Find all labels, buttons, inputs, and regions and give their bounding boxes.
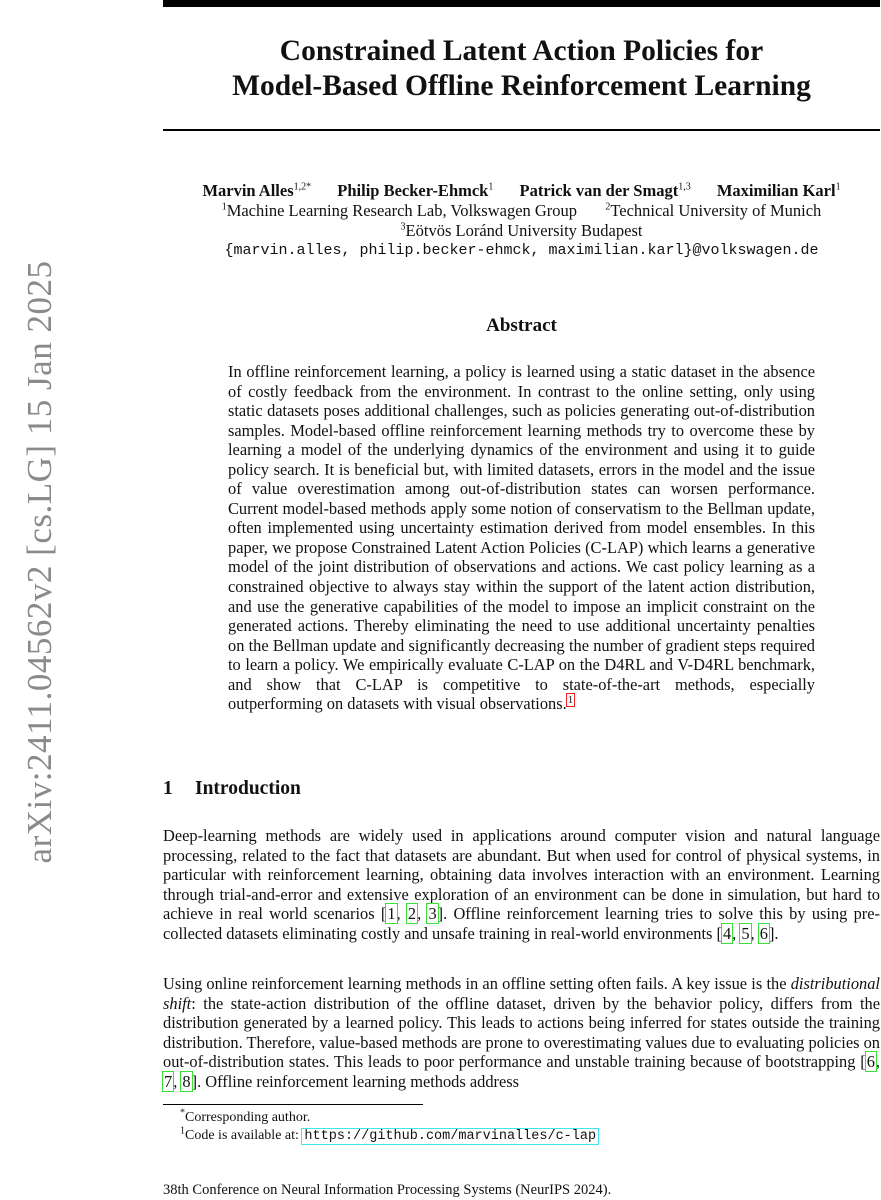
venue-footer: 38th Conference on Neural Information Processing Systems (NeurIPS 2024).: [163, 1182, 612, 1198]
citation-link[interactable]: 2: [407, 904, 417, 924]
affiliation-2: Technical University of Munich: [610, 201, 822, 220]
author-4: Maximilian Karl: [716, 181, 836, 200]
top-rule: [163, 0, 880, 7]
affiliation-1: Machine Learning Research Lab, Volkswagen Group: [226, 201, 578, 220]
title-line-2: Model-Based Offline Reinforcement Learning: [232, 70, 811, 102]
footnote-link[interactable]: 1: [567, 693, 574, 706]
citation-link[interactable]: 8: [182, 1071, 191, 1091]
footnote-corresponding: *Corresponding author.: [180, 1107, 311, 1125]
author-3: Patrick van der Smagt: [519, 181, 679, 200]
affiliation-3: Eötvös Loránd University Budapest: [405, 221, 643, 240]
code-url-link[interactable]: https://github.com/marvinalles/c-lap: [304, 1129, 597, 1144]
author-emails: {marvin.alles, philip.becker-ehmck, maximilian.karl}@volkswagen.de: [224, 242, 819, 259]
intro-paragraph-2: Using online reinforcement learning methods in an offline setting often fails. A key issue is the distributional shift: the state-action distribution of the offline dataset, driven by the behavior policy, differs from the distribution generated by a learned policy. This leads to actions being inferred for states outside the training distribution. Therefore, value-based methods are prone to overestimating values due to evaluating policies on out-of-distribution states. This leads to poor performance and unstable training because of bootstrapping [6, 7, 8]. Offline reinforcement learning methods address: [163, 974, 880, 1091]
citation-link[interactable]: 3: [428, 904, 437, 924]
citation-link[interactable]: 1: [387, 904, 396, 924]
author-4-affil: 1: [835, 181, 841, 193]
footnote-rule: [163, 1104, 423, 1105]
citation-link[interactable]: 6: [759, 923, 768, 943]
author-2-affil: 1: [488, 181, 494, 193]
section-number: 1: [163, 778, 173, 799]
title-rule: [163, 129, 880, 131]
intro-paragraph-1: Deep-learning methods are widely used in applications around computer vision and natural language processing, related to the fact that datasets are abundant. But when used for control of physical systems, in particular with reinforcement learning, obtaining data involves interaction with an environment. Learning through trial-and-error and extensive exploration of an environment can be done in simulation, but hard to achieve in real world scenarios [1, 2, 3]. Offline reinforcement learning tries to solve this by using pre-collected datasets eliminating costly and unsafe training in real-world environments [4, 5, 6].: [163, 826, 880, 943]
affiliation-line-2: $^3$Eötvös Loránd University Budapest: [400, 221, 643, 240]
author-2: Philip Becker-Ehmck: [337, 181, 489, 200]
author-names: [163, 181, 880, 201]
affiliation-line-1: $^1$Machine Learning Research Lab, Volkswagen Group $^2$Technical University of Munich: [221, 201, 822, 220]
citation-link[interactable]: 7: [164, 1071, 173, 1091]
abstract-text: In offline reinforcement learning, a policy is learned using a static dataset in the absence of costly feedback from the environment. In contrast to the online setting, only using static datasets poses additional challenges, such as policies generating out-of-distribution samples. Model-based offline reinforcement learning methods try to overcome these by learning a model of the underlying dynamics of the environment and using it to guide policy search. It is beneficial but, with limited datasets, errors in the model and the issue of value overestimation among out-of-distribution states can worsen performance. Current model-based methods apply some notion of conservatism to the Bellman update, often implemented using uncertainty estimation derived from model ensembles. In this paper, we propose Constrained Latent Action Policies (C-LAP) which learns a generative model of the joint distribution of observations and actions. We cast policy learning as a constrained objective to always stay within the support of the latent action distribution, and use the generative capabilities of the model to impose an implicit constraint on the generated actions. Thereby eliminating the need to use additional uncertainty penalties on the Bellman update and significantly decreasing the number of gradient steps required to learn a policy. We empirically evaluate C-LAP on the D4RL and V-D4RL benchmark, and show that C-LAP is competitive to state-of-the-art methods, especially outperforming on datasets with visual observations.: [228, 362, 815, 714]
emphasis-term: distributional shift: [163, 974, 880, 1013]
paper-title: [163, 34, 880, 104]
abstract-body: [228, 362, 815, 714]
title-line-1: Constrained Latent Action Policies for: [279, 35, 764, 67]
footnote-code: $^1$Code is available at: https://github.com/marvinalles/c-lap: [180, 1125, 597, 1144]
author-1-affil: 1,2*: [293, 181, 312, 193]
citation-link[interactable]: 5: [741, 923, 750, 943]
citation-link[interactable]: 6: [866, 1052, 875, 1072]
arxiv-stamp: arXiv:2411.04562v2 [cs.LG] 15 Jan 2025: [20, 260, 59, 864]
abstract-heading: Abstract: [486, 315, 557, 336]
citation-link[interactable]: 4: [722, 923, 732, 943]
author-1: Marvin Alles: [202, 181, 294, 200]
author-3-affil: 1,3: [678, 181, 691, 193]
section-title: Introduction: [195, 778, 301, 799]
section-heading: [163, 778, 301, 800]
author-block: [163, 181, 880, 261]
